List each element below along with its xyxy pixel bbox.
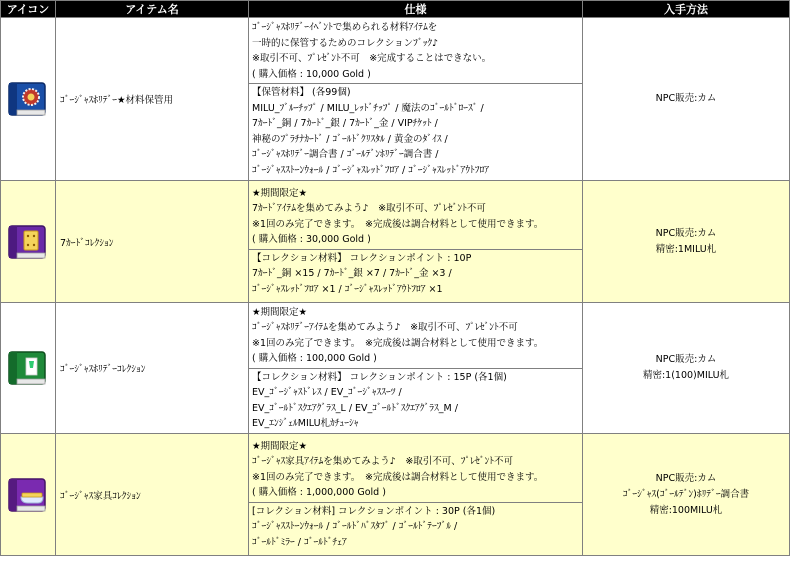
- header-icon: アイコン: [1, 1, 56, 18]
- spec-line: ※取引不可、ﾌﾟﾚｾﾞﾝﾄ不可 ※完成することはできない。: [252, 53, 492, 64]
- spec-line: ｺﾞｰﾙﾄﾞﾐﾗｰ / ｺﾞｰﾙﾄﾞﾁｪｱ: [252, 536, 347, 548]
- spec-line: ｺﾞｰｼﾞｬｽﾚｯﾄﾞﾌﾛｱ ×1 / ｺﾞｰｼﾞｬｽﾚｯﾄﾞｱｳﾄﾌﾛｱ ×1: [252, 283, 443, 295]
- spec-line: ★期間限定★: [252, 306, 308, 318]
- method-cell: [583, 18, 790, 181]
- icon-cell: [1, 434, 56, 556]
- method-line: NPC販売:カム: [655, 354, 717, 365]
- spec-cell: [249, 181, 583, 303]
- table-row: [1, 181, 790, 303]
- spec-materials: [249, 83, 582, 179]
- header-method: 入手方法: [583, 1, 790, 18]
- spec-line: 7ｶｰﾄﾞ_銅 ×15 / 7ｶｰﾄﾞ_銀 ×7 / 7ｶｰﾄﾞ_金 ×3 /: [252, 268, 452, 280]
- spec-line: 一時的に保管するためのコレクションﾌﾞｯｸ♪: [252, 37, 439, 49]
- spec-line: ( 購入価格 : 30,000 Gold ): [252, 234, 371, 246]
- spec-line: ｺﾞｰｼﾞｬｽﾎﾘﾃﾞｰｲﾍﾞﾝﾄで集められる材料ｱｲﾃﾑを: [252, 22, 438, 33]
- spec-line: ( 購入価格 : 1,000,000 Gold ): [252, 487, 386, 499]
- spec-materials: [249, 368, 582, 433]
- spec-line: EV_ｴﾝｼﾞｪﾙMILU札ｶﾁｭｰｼｬ: [252, 418, 359, 429]
- header-spec: 仕様: [249, 1, 583, 18]
- purple-card-book-icon: [6, 220, 50, 264]
- blue-book-icon: [6, 77, 50, 121]
- spec-line: 7ｶｰﾄﾞ_銅 / 7ｶｰﾄﾞ_銀 / 7ｶｰﾄﾞ_金 / VIPﾁｹｯﾄ /: [252, 118, 438, 129]
- spec-description: [249, 185, 582, 249]
- spec-line: ※1回のみ完了できます。 ※完成後は調合材料として使用できます。: [252, 471, 544, 483]
- spec-description: [249, 19, 582, 83]
- method-line: 精密:100MILU札: [649, 504, 723, 516]
- spec-line: ｺﾞｰｼﾞｬｽﾎﾘﾃﾞｰｱｲﾃﾑを集めてみよう♪ ※取引不可、ﾌﾟﾚｾﾞﾝﾄ不可: [252, 322, 518, 333]
- spec-line: EV_ｺﾞｰﾙﾄﾞｽｸｴｱｸﾞﾗｽ_L / EV_ｺﾞｰﾙﾄﾞｽｸｴｱｸﾞﾗｽ_M /: [252, 402, 458, 414]
- header-name: アイテム名: [56, 1, 249, 18]
- spec-line: 7ｶｰﾄﾞｱｲﾃﾑを集めてみよう♪ ※取引不可、ﾌﾟﾚｾﾞﾝﾄ不可: [252, 203, 486, 215]
- spec-line: MILU_ﾌﾞﾙｰﾁｯﾌﾟ / MILU_ﾚｯﾄﾞﾁｯﾌﾟ / 魔法のｺﾞｰﾙﾄﾞﾛｰｽﾞ /: [252, 102, 484, 114]
- spec-line: 【コレクション材料】 コレクションポイント : 10P: [252, 252, 472, 264]
- item-name: 7ｶｰﾄﾞｺﾚｸｼｮﾝ: [56, 181, 249, 303]
- table-row: [1, 18, 790, 181]
- spec-line: ※1回のみ完了できます。 ※完成後は調合材料として使用できます。: [252, 218, 544, 230]
- spec-line: ｺﾞｰｼﾞｬｽﾎﾘﾃﾞｰ調合書 / ｺﾞｰﾙﾃﾞﾝﾎﾘﾃﾞｰ調合書 /: [252, 149, 439, 160]
- green-book-icon: [6, 346, 50, 390]
- spec-line: ( 購入価格 : 100,000 Gold ): [252, 353, 377, 364]
- purple-furniture-book-icon: [6, 473, 50, 517]
- method-line: NPC販売:カム: [655, 93, 717, 104]
- spec-description: [249, 304, 582, 368]
- spec-line: ※1回のみ完了できます。 ※完成後は調合材料として使用できます。: [252, 337, 544, 349]
- item-name: ｺﾞｰｼﾞｬｽ家具ｺﾚｸｼｮﾝ: [56, 434, 249, 556]
- spec-line: ★期間限定★: [252, 187, 308, 199]
- spec-cell: [249, 434, 583, 556]
- method-line: NPC販売:カム: [655, 472, 717, 484]
- icon-cell: [1, 303, 56, 434]
- spec-materials: [249, 502, 582, 552]
- spec-cell: [249, 303, 583, 434]
- icon-cell: [1, 18, 56, 181]
- method-line: NPC販売:カム: [655, 227, 717, 239]
- item-name: ｺﾞｰｼﾞｬｽﾎﾘﾃﾞｰ★材料保管用: [56, 18, 249, 181]
- spec-line: ( 購入価格 : 10,000 Gold ): [252, 68, 371, 80]
- method-cell: [583, 303, 790, 434]
- method-line: 精密:1(100)MILU札: [642, 370, 730, 381]
- table-row: [1, 303, 790, 434]
- spec-line: 【保管材料】 (各99個): [252, 87, 351, 98]
- spec-line: 【コレクション材料】 コレクションポイント : 15P (各1個): [252, 371, 507, 383]
- spec-line: ★期間限定★: [252, 440, 308, 452]
- method-cell: [583, 434, 790, 556]
- method-line: 精密:1MILU札: [655, 243, 717, 255]
- spec-line: 神秘のﾌﾟﾗﾁﾅｶｰﾄﾞ / ｺﾞｰﾙﾄﾞｸﾘｽﾀﾙ / 黄金のﾀﾞｲｽ /: [252, 133, 448, 145]
- spec-line: ｺﾞｰｼﾞｬｽｽﾄｰﾝｳｫｰﾙ / ｺﾞｰﾙﾄﾞﾊﾞｽﾀﾌﾞ / ｺﾞｰﾙﾄﾞﾃｰﾌﾞﾙ /: [252, 521, 458, 533]
- method-cell: [583, 181, 790, 303]
- table-row: [1, 434, 790, 556]
- spec-materials: [249, 249, 582, 299]
- method-line: ｺﾞｰｼﾞｬｽ(ｺﾞｰﾙﾃﾞﾝ)ﾎﾘﾃﾞｰ調合書: [622, 488, 750, 500]
- spec-cell: [249, 18, 583, 181]
- item-name: ｺﾞｰｼﾞｬｽﾎﾘﾃﾞｰｺﾚｸｼｮﾝ: [56, 303, 249, 434]
- spec-line: ｺﾞｰｼﾞｬｽ家具ｱｲﾃﾑを集めてみよう♪ ※取引不可、ﾌﾟﾚｾﾞﾝﾄ不可: [252, 456, 514, 468]
- spec-description: [249, 438, 582, 502]
- icon-cell: [1, 181, 56, 303]
- header-row: [1, 1, 790, 18]
- spec-line: [コレクション材料] コレクションポイント : 30P (各1個): [252, 505, 496, 517]
- spec-line: ｺﾞｰｼﾞｬｽｽﾄｰﾝｳｫｰﾙ / ｺﾞｰｼﾞｬｽﾚｯﾄﾞﾌﾛｱ / ｺﾞｰｼﾞｬｽﾚｯﾄﾞｱｳﾄﾌﾛｱ: [252, 164, 489, 176]
- spec-line: EV_ｺﾞｰｼﾞｬｽﾄﾞﾚｽ / EV_ｺﾞｰｼﾞｬｽｽｰﾂ /: [252, 387, 402, 398]
